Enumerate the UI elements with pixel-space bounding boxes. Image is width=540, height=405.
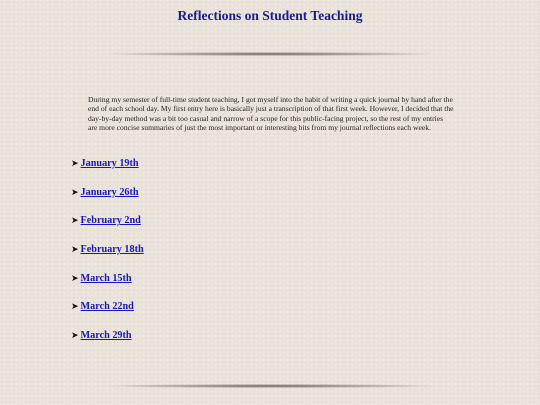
- list-item: [71, 272, 144, 301]
- arrowhead-icon: ➤: [71, 331, 79, 342]
- arrowhead-icon: ➤: [71, 302, 79, 313]
- list-item: [71, 329, 144, 358]
- arrowhead-icon: ➤: [71, 273, 79, 284]
- list-item: [71, 157, 144, 186]
- entry-link-march-29th[interactable]: March 29th: [80, 330, 132, 342]
- arrowhead-icon: ➤: [71, 245, 79, 256]
- arrowhead-icon: ➤: [71, 187, 79, 198]
- arrowhead-icon: ➤: [71, 216, 79, 227]
- list-item: [71, 186, 144, 215]
- list-item: [71, 243, 144, 272]
- page-title: Reflections on Student Teaching: [177, 8, 363, 23]
- entry-link-february-18th[interactable]: February 18th: [80, 244, 144, 256]
- entry-link-march-15th[interactable]: March 15th: [80, 272, 132, 284]
- list-item: [71, 214, 144, 243]
- top-divider: [108, 52, 432, 56]
- entry-link-february-2nd[interactable]: February 2nd: [80, 215, 141, 227]
- journal-entry-list: [71, 157, 144, 358]
- intro-paragraph: During my semester of full-time student teaching, I got myself into the habit of writing a quick journal by hand after the end of each school day. My first entry here is basically just a transcription of that first week. However, I decided that the day-by-day method was a bit too casual and narrow of a scope for this public-facing project, so the rest of my entries are more concise summaries of just the most important or interesting bits from my journal reflections each week.: [88, 95, 454, 133]
- arrowhead-icon: ➤: [71, 159, 79, 169]
- entry-link-january-26th[interactable]: January 26th: [80, 186, 139, 198]
- list-item: [71, 300, 144, 329]
- entry-link-march-22nd[interactable]: March 22nd: [80, 301, 134, 313]
- entry-link-january-19th[interactable]: January 19th: [80, 158, 139, 169]
- bottom-divider: [108, 384, 432, 388]
